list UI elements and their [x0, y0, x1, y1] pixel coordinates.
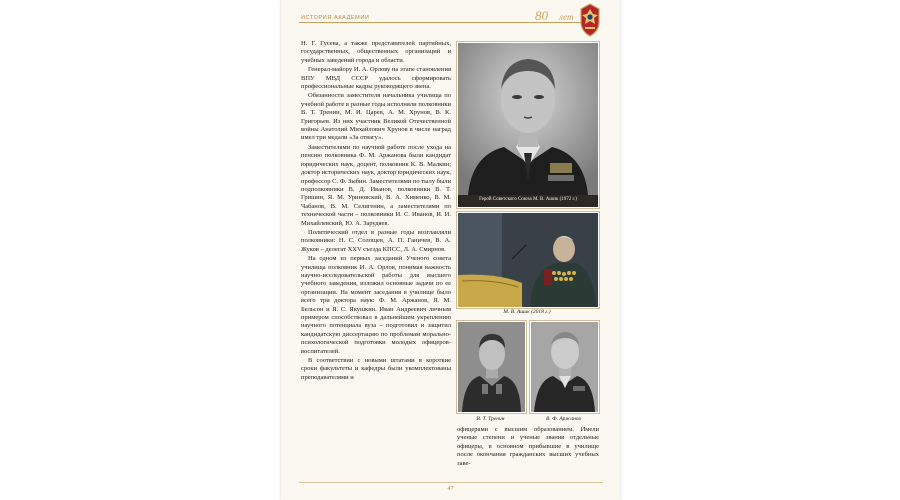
paragraph: Заместителями по научной работе после ухода на пенсию полковника Ф. М. Аржанова были кандидат юридических наук, доцент, полковник К. В. Малкин; доктор исторических наук, доктор юридических наук, профессор С. Ф. Зыбин. Заместителями по тылу были подполковники В. Д. Иванов, полковники В. Т. Гришин, Я. М. Уриновский, В. А. Хименко, В. М. Чабанов, В. М. Селигенин, а заместителями по технической части – полковники И. С. Иванов, И. И. Михайлевский, Ю. А. Зарудяев.	[301, 143, 451, 227]
anniversary-number: 80	[535, 8, 548, 23]
section-title: ИСТОРИЯ АКАДЕМИИ	[301, 15, 370, 21]
portrait-right-frame	[529, 320, 600, 414]
paragraph: Политический отдел в разные годы возглавляли полковники: Н. С. Солощев, А. П. Ганичев, В. А. Жуков – делегат XXV съезда КПСС, Л. А. Смирнов.	[301, 228, 451, 253]
paragraph: офицерами с высшим образованием. Имели ученые степени и ученые звания отдельные офицеры, в основном прибывшие в училище после окончания гражданских высших учебных заве-	[457, 426, 599, 467]
portrait-main-frame	[456, 41, 600, 209]
portrait-left-frame	[456, 320, 527, 414]
page-header	[281, 0, 620, 38]
paragraph: Н. Г. Гусева, а также представителей партийных, государственных, общественных организаций и учебных заведений города и области.	[301, 40, 451, 64]
page-number: 47	[447, 486, 454, 492]
portrait-main-photo	[458, 43, 598, 195]
caption-portrait-right: В. Ф. Аржанов	[546, 416, 581, 422]
paragraph: На одном из первых заседаний Ученого совета училища полковник И. А. Орлов, понимая важность научно-исследовательской работы для высшего учебного заведения, изложил основные задачи по ее организации. На момент заседания в училище было всего три доктора наук: Ф. М. Аржанов, Я. М. Бельсон и Я. С. Якушкин. Иван Андреевич личным примером способствовал в дальнейшем укреплению научного потенциала вуза – подготовил и защитил кандидатскую диссертацию по проблемам морально-психологической подготовки молодых офицеров-воспитателей.	[301, 255, 451, 355]
anniversary-word: лет	[559, 12, 574, 22]
body-text-left	[301, 40, 451, 472]
body-text-right	[457, 426, 599, 474]
caption-portrait-main: Герой Советского Союза М. В. Ашик (1972 г.)	[458, 195, 598, 207]
caption-portrait-left: В. Т. Тренин	[476, 416, 505, 422]
footer-rule	[299, 482, 603, 483]
caption-speech: М. В. Ашик (2018 г.)	[503, 309, 551, 315]
speech-photo-frame	[456, 211, 600, 309]
book-page	[281, 0, 620, 500]
paragraph: Обязанности заместителя начальника училища по учебной работе в разные годы исполняли полковники В. Т. Тренин, М. И. Царев, А. М. Хрунов, В. К. Григорьев. Из них участник Великой Отечественной войны Анатолий Михайлович Хрунов в числе наград имел три медали «За отвагу».	[301, 92, 451, 142]
portrait-right-photo	[531, 322, 598, 412]
speech-photo	[458, 213, 598, 307]
academy-emblem-icon	[579, 3, 601, 37]
paragraph: Генерал-майору И. А. Орлову на этапе становления ВПУ МВД СССР удалось сформировать профессиональные кадры руководящего звена.	[301, 66, 451, 91]
paragraph: В соответствии с новыми штатами в короткие сроки факультеты и кафедры были укомплектованы преподавателями и	[301, 357, 451, 381]
portrait-left-photo	[458, 322, 525, 412]
